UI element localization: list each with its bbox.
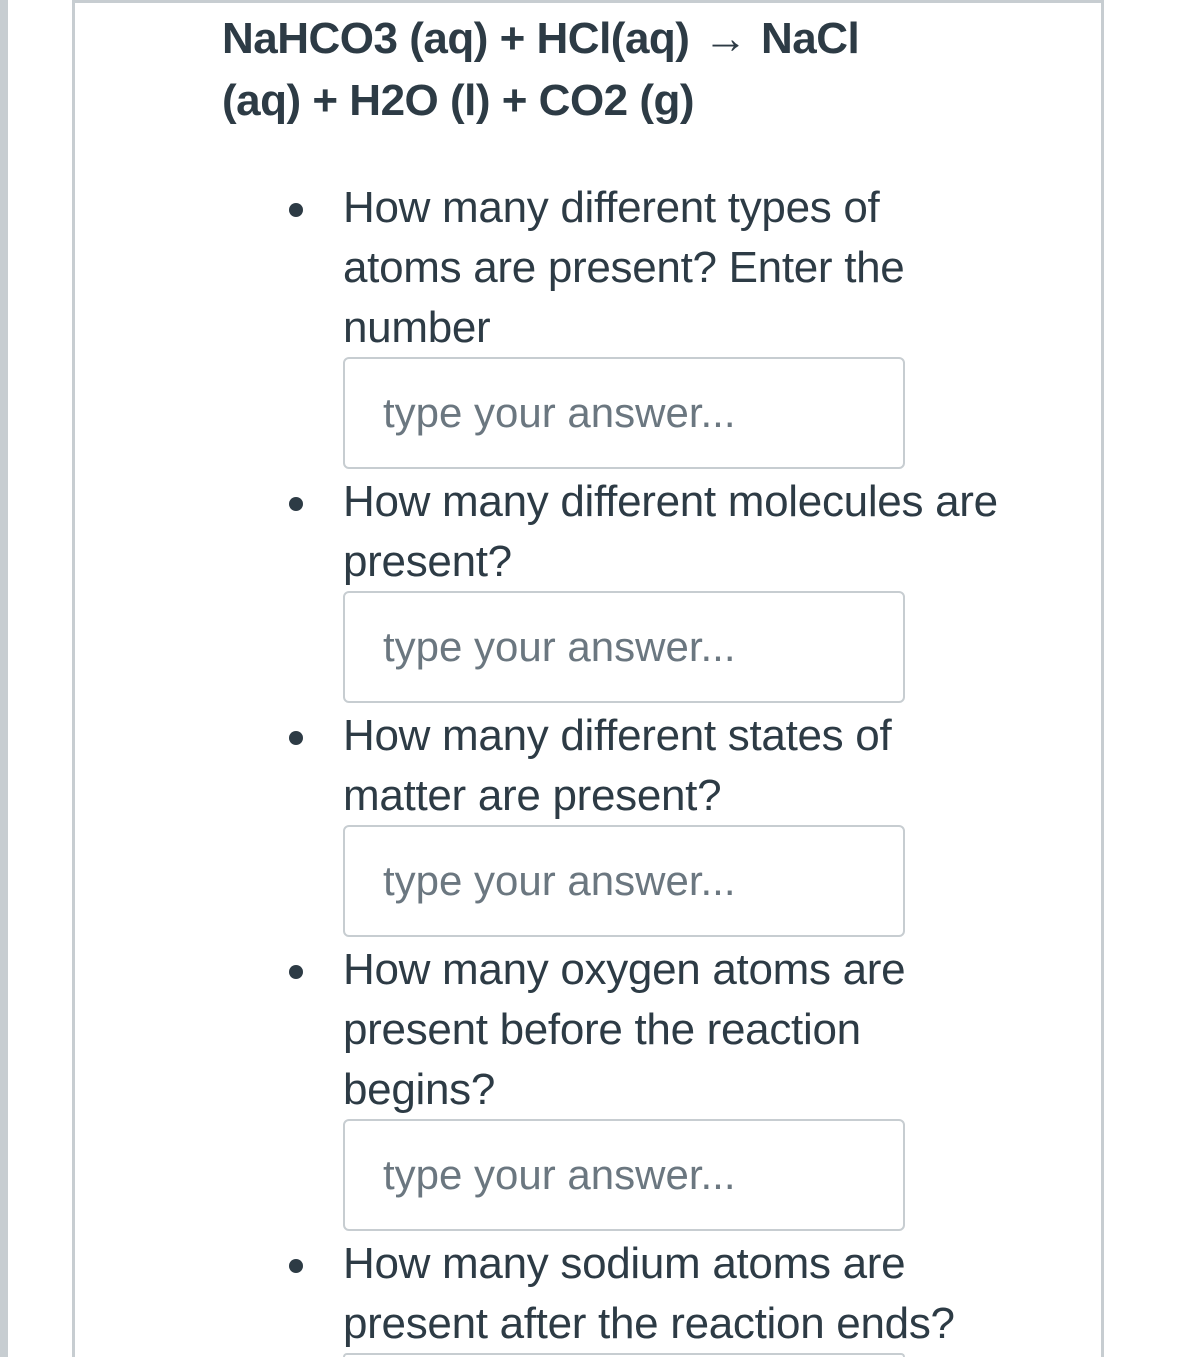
chemical-equation — [222, 8, 982, 132]
reaction-arrow: → — [703, 14, 747, 63]
bullet-icon — [289, 497, 303, 511]
bullet-icon — [289, 965, 303, 979]
answer-input-3[interactable] — [343, 825, 905, 937]
question-1-text: How many different types of atoms are present? Enter the number — [343, 183, 905, 352]
bullet-icon — [289, 203, 303, 217]
bullet-icon — [289, 731, 303, 745]
equation-reactants: NaHCO3 (aq) + HCl(aq) — [222, 14, 690, 63]
question-2-text: How many different molecules are present? — [343, 477, 998, 586]
question-4-text: How many oxygen atoms are present before the reaction begins? — [343, 945, 906, 1114]
equation-line-2: (aq) + H2O (l) + CO2 (g) — [222, 76, 695, 125]
equation-product-start: NaCl — [760, 14, 860, 63]
answer-input-4[interactable] — [343, 1119, 905, 1231]
answer-input-2[interactable] — [343, 591, 905, 703]
question-3-text: How many different states of matter are present? — [343, 711, 892, 820]
answer-input-1[interactable] — [343, 357, 905, 469]
left-gutter — [0, 0, 8, 1357]
bullet-icon — [289, 1259, 303, 1273]
question-5-text: How many sodium atoms are present after the reaction ends? — [343, 1239, 955, 1348]
answer-input-5[interactable] — [343, 1353, 905, 1357]
equation-line-1 — [222, 8, 982, 70]
